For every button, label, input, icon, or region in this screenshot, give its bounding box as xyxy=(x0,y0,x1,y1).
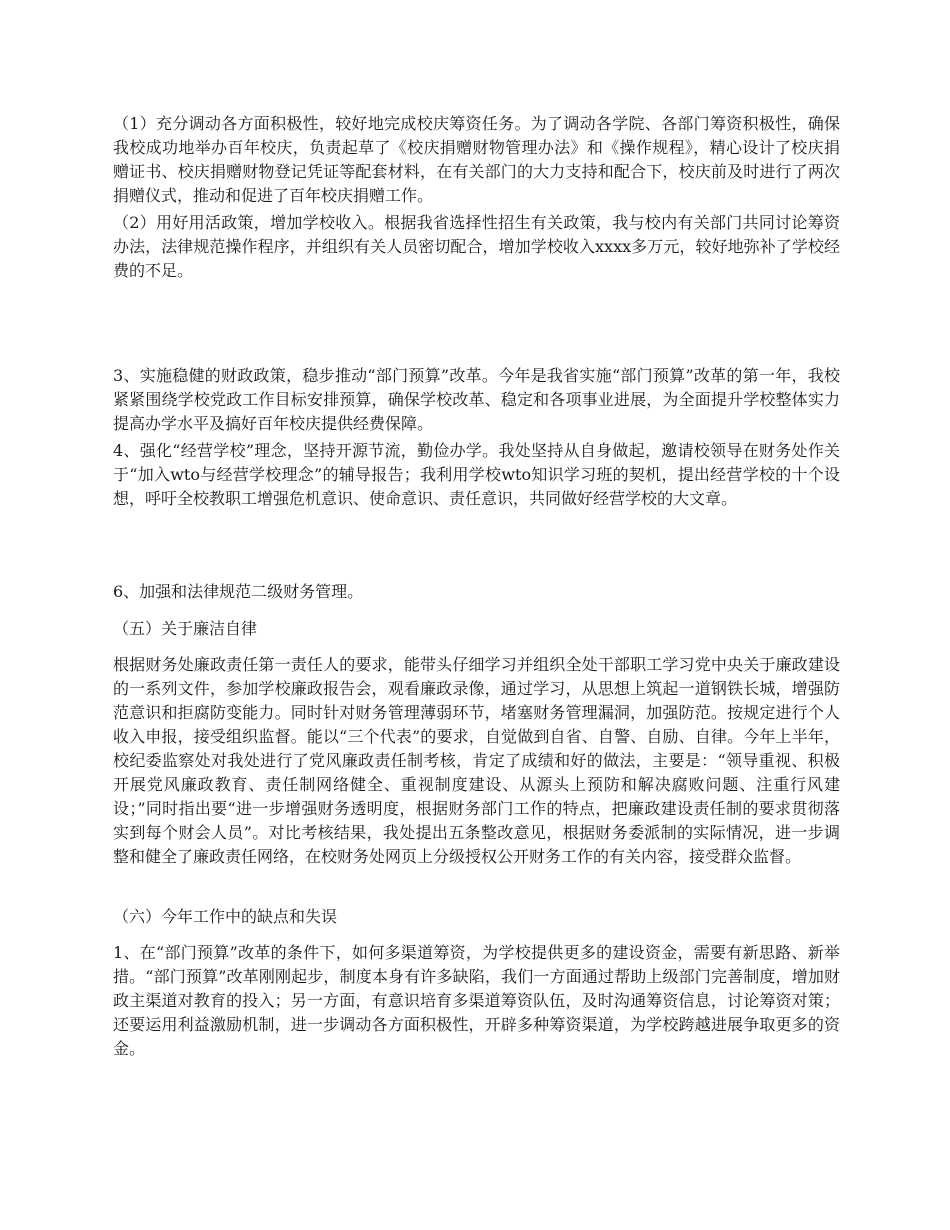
paragraph-6: 根据财务处廉政责任第一责任人的要求，能带头仔细学习并组织全处干部职工学习党中央关于廉政建设的一系列文件，参加学校廉政报告会，观看廉政录像，通过学习，从思想上筑起一道钢铁长城，增强防范意识和拒腐防变能力。同时针对财务管理薄弱环节，堵塞财务管理漏洞，加强防范。按规定进行个人收入申报，接受组织监督。能以“三个代表”的要求，自觉做到自省、自警、自励、自律。今年上半年，校纪委监察处对我处进行了党风廉政责任制考核，肯定了成绩和好的做法，主要是：“领导重视、积极开展党风廉政教育、责任制网络健全、重视制度建设、从源头上预防和解决腐败问题、注重行风建设；”同时指出要“进一步增强财务透明度，根据财务部门工作的特点，把廉政建设责任制的要求贯彻落实到每个财会人员”。对比考核结果，我处提出五条整改意见，根据财务委派制的实际情况，进一步调整和健全了廉政责任网络，在校财务处网页上分级授权公开财务工作的有关内容，接受群众监督。 xyxy=(113,655,840,866)
paragraph-7: 1、在“部门预算”改革的条件下，如何多渠道筹资，为学校提供更多的建设资金，需要有新思路、新举措。“部门预算”改革刚刚起步，制度本身有许多缺陷，我们一方面通过帮助上级部门完善制度，增加财政主渠道对教育的投入；另一方面，有意识培育多渠道筹资队伍，及时沟通筹资信息，讨论筹资对策；还要运用利益激励机制，进一步调动各方面积极性，开辟多种筹资渠道，为学校跨越进展争取更多的资金。 xyxy=(113,943,840,1058)
paragraph-5: 6、加强和法律规范二级财务管理。 xyxy=(113,582,364,601)
paragraph-4: 4、强化“经营学校”理念，坚持开源节流，勤俭办学。我处坚持从自身做起，邀请校领导在财务处作关于“加入wto与经营学校理念”的辅导报告；我利用学校wto知识学习班的契机，提出经营学校的十个设想，呼吁全校教职工增强危机意识、使命意识、责任意识，共同做好经营学校的大文章。 xyxy=(113,441,840,508)
section-heading-5: （五）关于廉洁自律 xyxy=(113,619,258,638)
paragraph-2: （2）用好用活政策，增加学校收入。根据我省选择性招生有关政策，我与校内有关部门共同讨论筹资办法，法律规范操作程序，并组织有关人员密切配合，增加学校收入xxxx多万元，较好地弥补了学校经费的不足。 xyxy=(113,213,840,280)
section-heading-6: （六）今年工作中的缺点和失误 xyxy=(113,907,338,926)
paragraph-1: （1）充分调动各方面积极性，较好地完成校庆筹资任务。为了调动各学院、各部门筹资积极性，确保我校成功地举办百年校庆，负责起草了《校庆捐赠财物管理办法》和《操作规程》，精心设计了校庆捐赠证书、校庆捐赠财物登记凭证等配套材料，在有关部门的大力支持和配合下，校庆前及时进行了两次捐赠仪式，推动和促进了百年校庆捐赠工作。 xyxy=(113,114,840,205)
paragraph-3: 3、实施稳健的财政政策，稳步推动“部门预算”改革。今年是我省实施“部门预算”改革的第一年，我校紧紧围绕学校党政工作目标安排预算，确保学校改革、稳定和各项事业进展，为全面提升学校整体实力提高办学水平及搞好百年校庆提供经费保障。 xyxy=(113,366,840,433)
